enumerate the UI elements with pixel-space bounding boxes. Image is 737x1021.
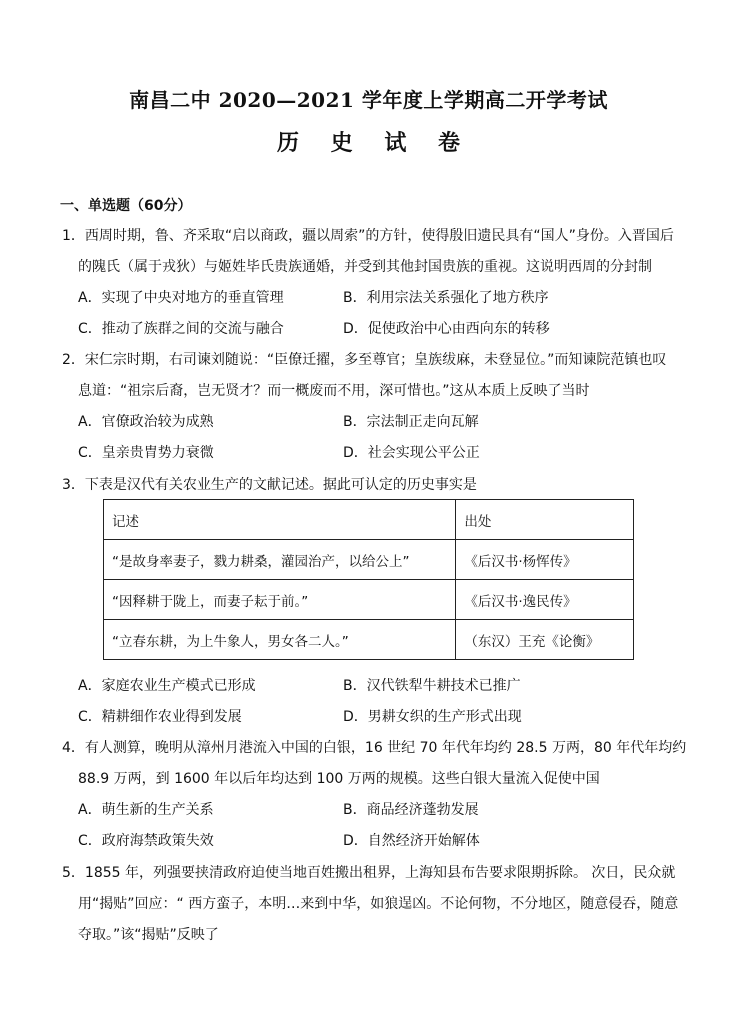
q3-option-d: D．男耕女织的生产形式出现 xyxy=(343,709,522,725)
q2-option-c: C．皇亲贵胄势力衰微 xyxy=(78,445,214,461)
q4-option-c: C．政府海禁政策失效 xyxy=(78,833,214,849)
table-header-cell: 出处 xyxy=(456,500,634,540)
exam-title: 南昌二中 2020—2021 学年度上学期高二开学考试 xyxy=(129,88,608,112)
q2-line-2: 息道：“祖宗后裔，岂无贤才？而一概废而不用，深可惜也。”这从本质上反映了当时 xyxy=(78,383,590,399)
q1-option-c: C．推动了族群之间的交流与融合 xyxy=(78,321,284,337)
q2-option-a: A．官僚政治较为成熟 xyxy=(78,414,214,430)
q2-option-d: D．社会实现公平公正 xyxy=(343,445,480,461)
table-row xyxy=(104,620,634,660)
table-cell: “立春东耕，为上牛象人，男女各二人。” xyxy=(104,620,456,660)
q4-option-a: A．萌生新的生产关系 xyxy=(78,802,214,818)
table-cell: “因释耕于陇上，而妻子耘于前。” xyxy=(104,580,456,620)
q4-line-2: 88.9 万两，到 1600 年以后年均达到 100 万两的规模。这些白银大量流入促使中国 xyxy=(78,771,600,787)
q4-option-b: B．商品经济蓬勃发展 xyxy=(343,802,479,818)
q1-option-a: A．实现了中央对地方的垂直管理 xyxy=(78,290,284,306)
exam-subtitle: 历 史 试 卷 xyxy=(277,130,472,156)
table-header-cell: 记述 xyxy=(104,500,456,540)
table-row xyxy=(104,580,634,620)
q3-option-b: B．汉代铁犁牛耕技术已推广 xyxy=(343,678,521,694)
q5-line-1: 5．1855 年，列强要挟清政府迫使当地百姓搬出租界，上海知县布告要求限期拆除。 次日，民众就 xyxy=(62,865,676,881)
q2-line-1: 2．宋仁宗时期，右司谏刘随说：“臣僚迁擢，多至尊官；皇族绂麻，未登显位。”而知谏院范镇也叹 xyxy=(62,352,667,368)
q2-option-b: B．宗法制正走向瓦解 xyxy=(343,414,479,430)
q4-line-1: 4．有人测算，晚明从漳州月港流入中国的白银，16 世纪 70 年代年均约 28.5 万两，80 年代年均约 xyxy=(62,740,687,756)
section-heading: 一、单选题（60分） xyxy=(60,198,192,214)
table-cell: 《后汉书·杨恽传》 xyxy=(456,540,634,580)
q1-option-d: D．促使政治中心由西向东的转移 xyxy=(343,321,550,337)
q3-line-1: 3．下表是汉代有关农业生产的文献记述。据此可认定的历史事实是 xyxy=(62,477,477,493)
q1-option-b: B．利用宗法关系强化了地方秩序 xyxy=(343,290,549,306)
table-cell: （东汉）王充《论衡》 xyxy=(456,620,634,660)
table-header-row xyxy=(104,500,634,540)
q3-option-a: A．家庭农业生产模式已形成 xyxy=(78,678,256,694)
q5-line-2: 用“揭贴”回应：“ 西方蛮子，本明…来到中华，如狼逞凶。不论何物，不分地区，随意侵吞，随意 xyxy=(78,896,679,912)
q3-option-c: C．精耕细作农业得到发展 xyxy=(78,709,242,725)
q1-line-1: 1．西周时期，鲁、齐采取“启以商政，疆以周索”的方针，使得殷旧遗民具有“国人”身份。入晋国后 xyxy=(62,228,674,244)
table-cell: “是故身率妻子，戮力耕桑，灌园治产，以给公上” xyxy=(104,540,456,580)
q1-line-2: 的隗氏（属于戎狄）与姬姓毕氏贵族通婚，并受到其他封国贵族的重视。这说明西周的分封制 xyxy=(78,259,652,275)
table-row xyxy=(104,540,634,580)
table-cell: 《后汉书·逸民传》 xyxy=(456,580,634,620)
q4-option-d: D．自然经济开始解体 xyxy=(343,833,480,849)
source-table xyxy=(103,499,634,660)
q5-line-3: 夺取。”该“揭贴”反映了 xyxy=(78,927,219,943)
